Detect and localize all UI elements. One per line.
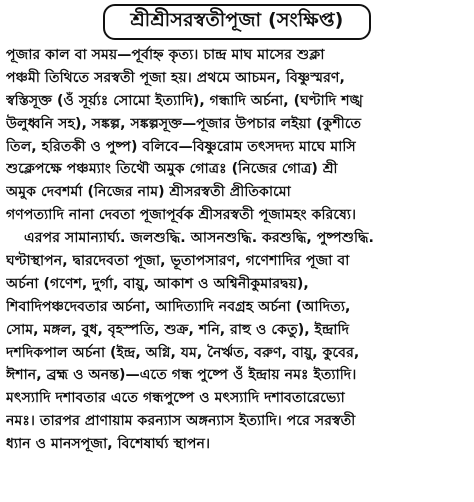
text-line-10: ঘণ্টাস্থাপন, দ্বারদেবতা পূজা, ভূতাপসারণ, গণেশাদির পূজা বা [6,253,350,270]
text-line-5: তিল, হরিতকী ও পুষ্প) বলিবে—বিষ্ণুরোম তৎসদদ্য মাঘে মাসি [6,138,356,155]
body-text [6,44,468,456]
text-line-8: গণপত্যাদি নানা দেবতা পূজাপূর্বক শ্রীসরস্বতী পূজামহং করিষ্যে। [6,207,357,224]
text-line-17: নমঃ। তারপর প্রাণায়াম করন্যাস অঙ্গন্যাস ইত্যাদি। পরে সরস্বতী [6,413,356,430]
text-line-1 [6,44,468,67]
text-line-2: পঞ্চমী তিথিতে সরস্বতী পূজা হয়। প্রথমে আচমন, বিষ্ণুস্মরণ, [6,69,345,86]
text-line-11: অর্চনা (গণেশ, দুর্গা, বায়ু, আকাশ ও অশ্বিনীকুমারদ্বয়), [6,275,309,292]
page-title: শ্রীশ্রীসরস্বতীপূজা (সংক্ষিপ্ত) [130,9,344,31]
text-line-7: অমুক দেবশর্মা (নিজের নাম) শ্রীসরস্বতী প্রীতিকামো [6,184,291,201]
text-line-15: ঈশান, ব্রহ্ম ও অনন্ত)—এতে গন্ধ পুষ্পে ওঁ ইন্দ্রায় নমঃ ইত্যাদি। [6,367,357,384]
text-line-12: শিবাদিপঞ্চদেবতার অর্চনা, আদিত্যাদি নবগ্রহ অর্চনা (আদিত্য, [6,298,351,315]
text-line-18: ধ্যান ও মানসপূজা, বিশেষার্ঘ্য স্থাপন। [6,436,211,453]
text-line-4: উলুধ্বনি সহ), সঙ্কল্প, সঙ্কল্পসূক্ত—পূজার উপচার লইয়া (কুশীতে [6,115,362,132]
text-line-1-rest: —পূর্বাহ্ন কৃত্য। চান্দ্র মাঘ মাসের শুক্লা [117,47,325,63]
text-line-3: স্বস্তিসূক্ত (ওঁ সূর্য়্যঃ সোমো ইত্যাদি), গন্ধাদি অর্চনা, (ঘণ্টাদি শঙ্খ [6,92,363,109]
lead-label: পূজার কাল বা সময় [6,47,118,63]
text-line-16: মৎস্যাদি দশাবতার এতে গন্ধপুষ্পে ও মৎস্যাদি দশাবতারেভ্যো [6,390,345,407]
text-line-9: এরপর সামান্যার্ঘ্য. জলশুদ্ধি. আসনশুদ্ধি. করশুদ্ধি, পুষ্পশুদ্ধি. [24,230,374,247]
text-line-14: দশদিকপাল অর্চনা (ইন্দ্র, অগ্নি, যম, নৈর্ঋত, বরুণ, বায়ু, কুবের, [6,344,360,361]
text-line-13: সোম, মঙ্গল, বুধ, বৃহস্পতি, শুক্র, শনি, রাহু ও কেতু), ইন্দ্রাদি [6,321,350,338]
title-frame [103,4,371,40]
text-line-6: শুক্লেপক্ষে পঞ্চম্যাং তিথৌ অমুক গোত্রঃ (নিজের গোত্র) শ্রী [6,161,338,178]
